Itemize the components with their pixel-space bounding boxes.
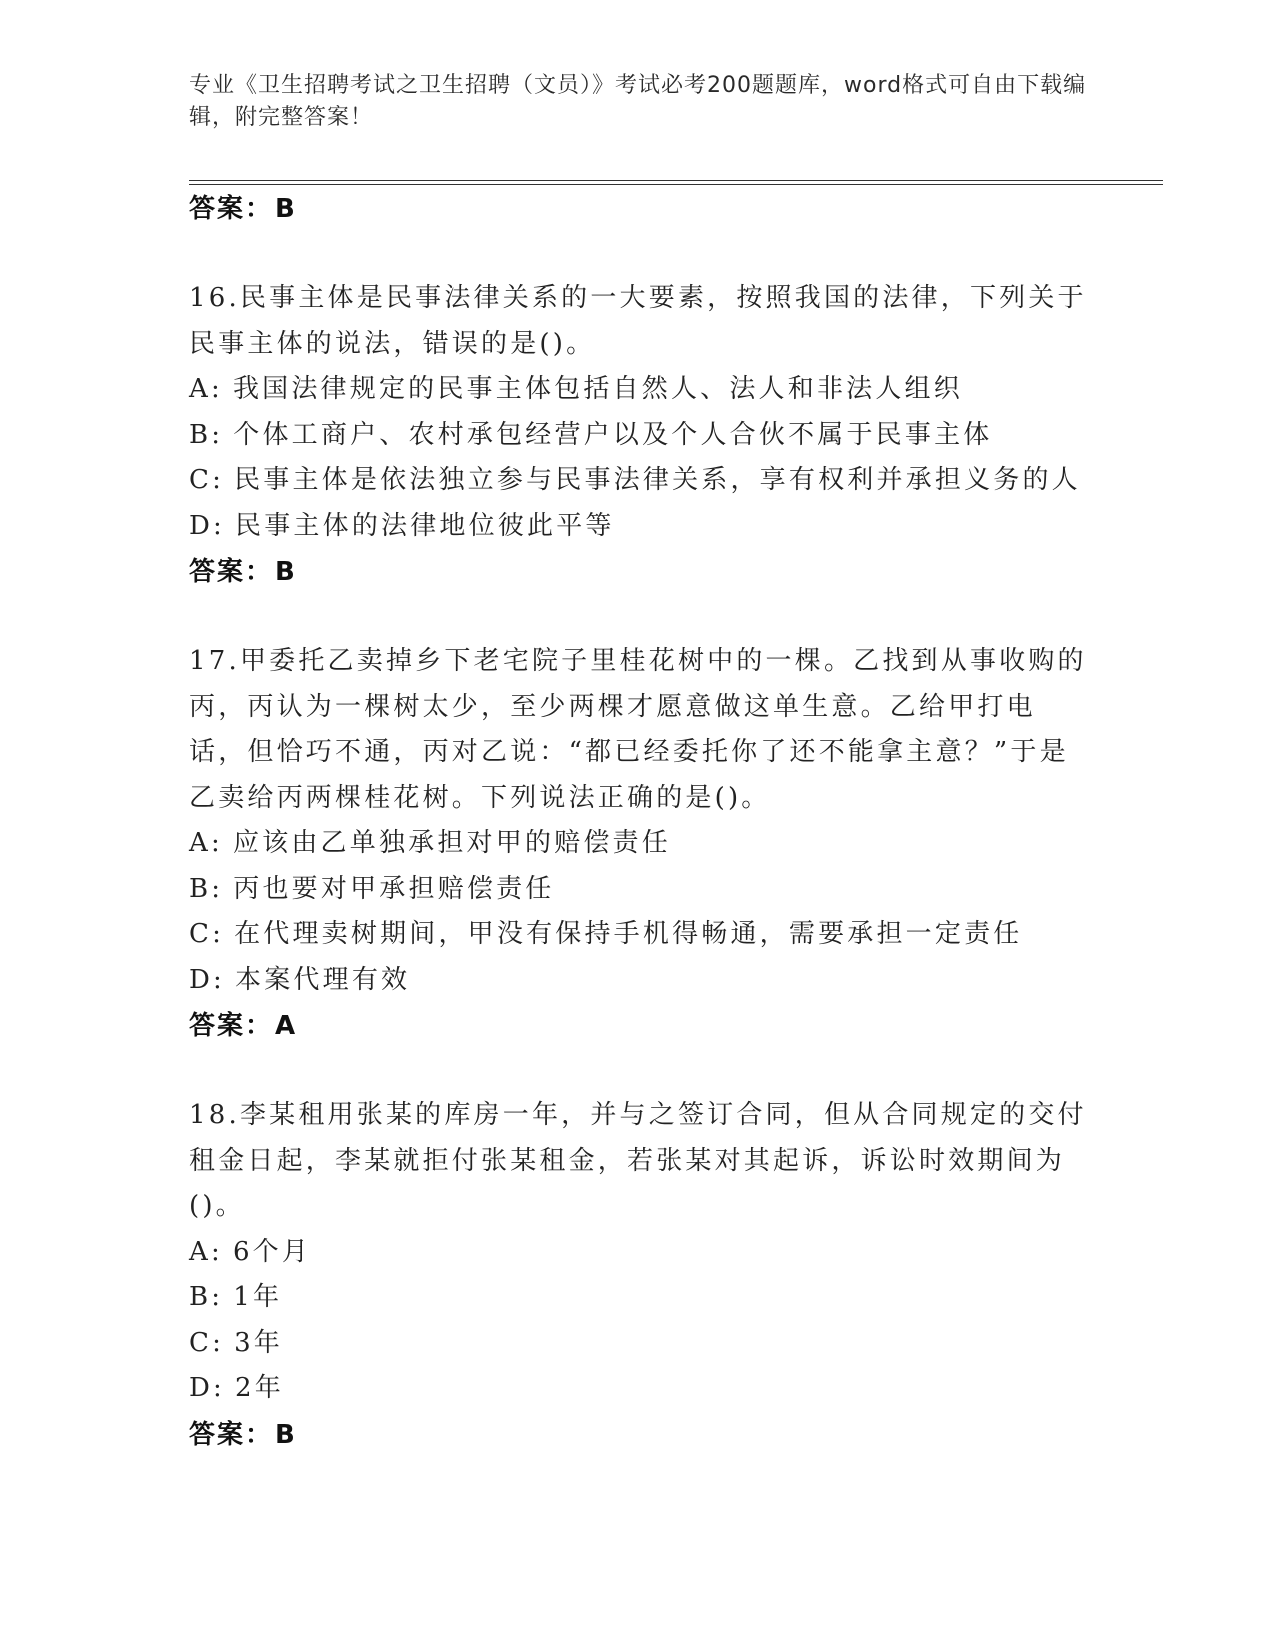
option-b [189, 867, 1089, 913]
answer-value: A [275, 1011, 298, 1041]
answer-label: 答案： [189, 194, 274, 224]
option-key: A: [189, 828, 223, 858]
option-text: 3年 [234, 1327, 284, 1358]
option-d [189, 1366, 1089, 1412]
option-text: 我国法律规定的民事主体包括自然人、法人和非法人组织 [232, 374, 963, 404]
option-c [189, 912, 1089, 958]
option-key: A: [189, 374, 223, 404]
option-text: 6个月 [232, 1236, 312, 1267]
document-body [189, 186, 1089, 1458]
option-text: 丙也要对甲承担赔偿责任 [233, 873, 555, 904]
option-key: B: [189, 419, 224, 450]
option-text: 2年 [235, 1373, 284, 1403]
answer-line [189, 1412, 1089, 1458]
option-key: D: [189, 964, 226, 995]
option-key: D: [189, 1373, 226, 1403]
option-c [189, 1321, 1089, 1367]
answer-line [189, 549, 1089, 595]
answer-label: 答案： [189, 1419, 274, 1450]
answer-value: B [275, 557, 297, 587]
option-d [189, 958, 1089, 1004]
header-divider [189, 180, 1163, 185]
option-key: D: [189, 510, 226, 541]
option-c [189, 458, 1089, 504]
answer-line [189, 1003, 1089, 1049]
option-a [189, 821, 1089, 867]
option-a [189, 1230, 1089, 1276]
option-d [189, 504, 1089, 550]
question-stem: 17.甲委托乙卖掉乡下老宅院子里桂花树中的一棵。乙找到从事收购的丙，丙认为一棵树太少，至少两棵才愿意做这单生意。乙给甲打电话，但恰巧不通，丙对乙说：“都已经委托你了还不能拿主意？”于是乙卖给丙两棵桂花树。下列说法正确的是()。 [189, 646, 1087, 813]
answer-label: 答案： [189, 557, 274, 587]
answer-label: 答案： [189, 1011, 274, 1041]
option-text: 本案代理有效 [235, 964, 411, 995]
option-key: B: [189, 873, 224, 904]
answer-value: B [275, 1419, 297, 1450]
option-text: 个体工商户、农村承包经营户以及个人合伙不属于民事主体 [233, 419, 993, 450]
option-text: 1年 [233, 1282, 283, 1312]
question-stem: 18.李某租用张某的库房一年，并与之签订合同，但从合同规定的交付租金日起，李某就拒付张某租金，若张某对其起诉，诉讼时效期间为()。 [189, 1100, 1087, 1221]
option-a [189, 367, 1089, 413]
answer-line [189, 186, 1089, 232]
question-18 [189, 1093, 1089, 1458]
option-key: A: [189, 1236, 223, 1267]
option-b [189, 1275, 1089, 1321]
header-text: 专业《卫生招聘考试之卫生招聘（文员）》考试必考200题题库，word格式可自由下载编辑，附完整答案！ [189, 73, 1087, 130]
option-text: 应该由乙单独承担对甲的赔偿责任 [232, 828, 671, 858]
option-text: 在代理卖树期间，甲没有保持手机得畅通，需要承担一定责任 [234, 919, 1023, 949]
option-text: 民事主体的法律地位彼此平等 [235, 510, 615, 541]
option-key: B: [189, 1282, 224, 1312]
document-header [189, 70, 1089, 134]
option-key: C: [189, 465, 225, 495]
option-key: C: [189, 1327, 225, 1358]
option-key: C: [189, 919, 225, 949]
option-text: 民事主体是依法独立参与民事法律关系，享有权利并承担义务的人 [234, 465, 1081, 495]
question-17 [189, 639, 1089, 1049]
answer-value: B [275, 194, 297, 224]
option-b [189, 413, 1089, 459]
question-stem: 16.民事主体是民事法律关系的一大要素，按照我国的法律，下列关于民事主体的说法，错误的是()。 [189, 283, 1087, 359]
question-16 [189, 276, 1089, 595]
